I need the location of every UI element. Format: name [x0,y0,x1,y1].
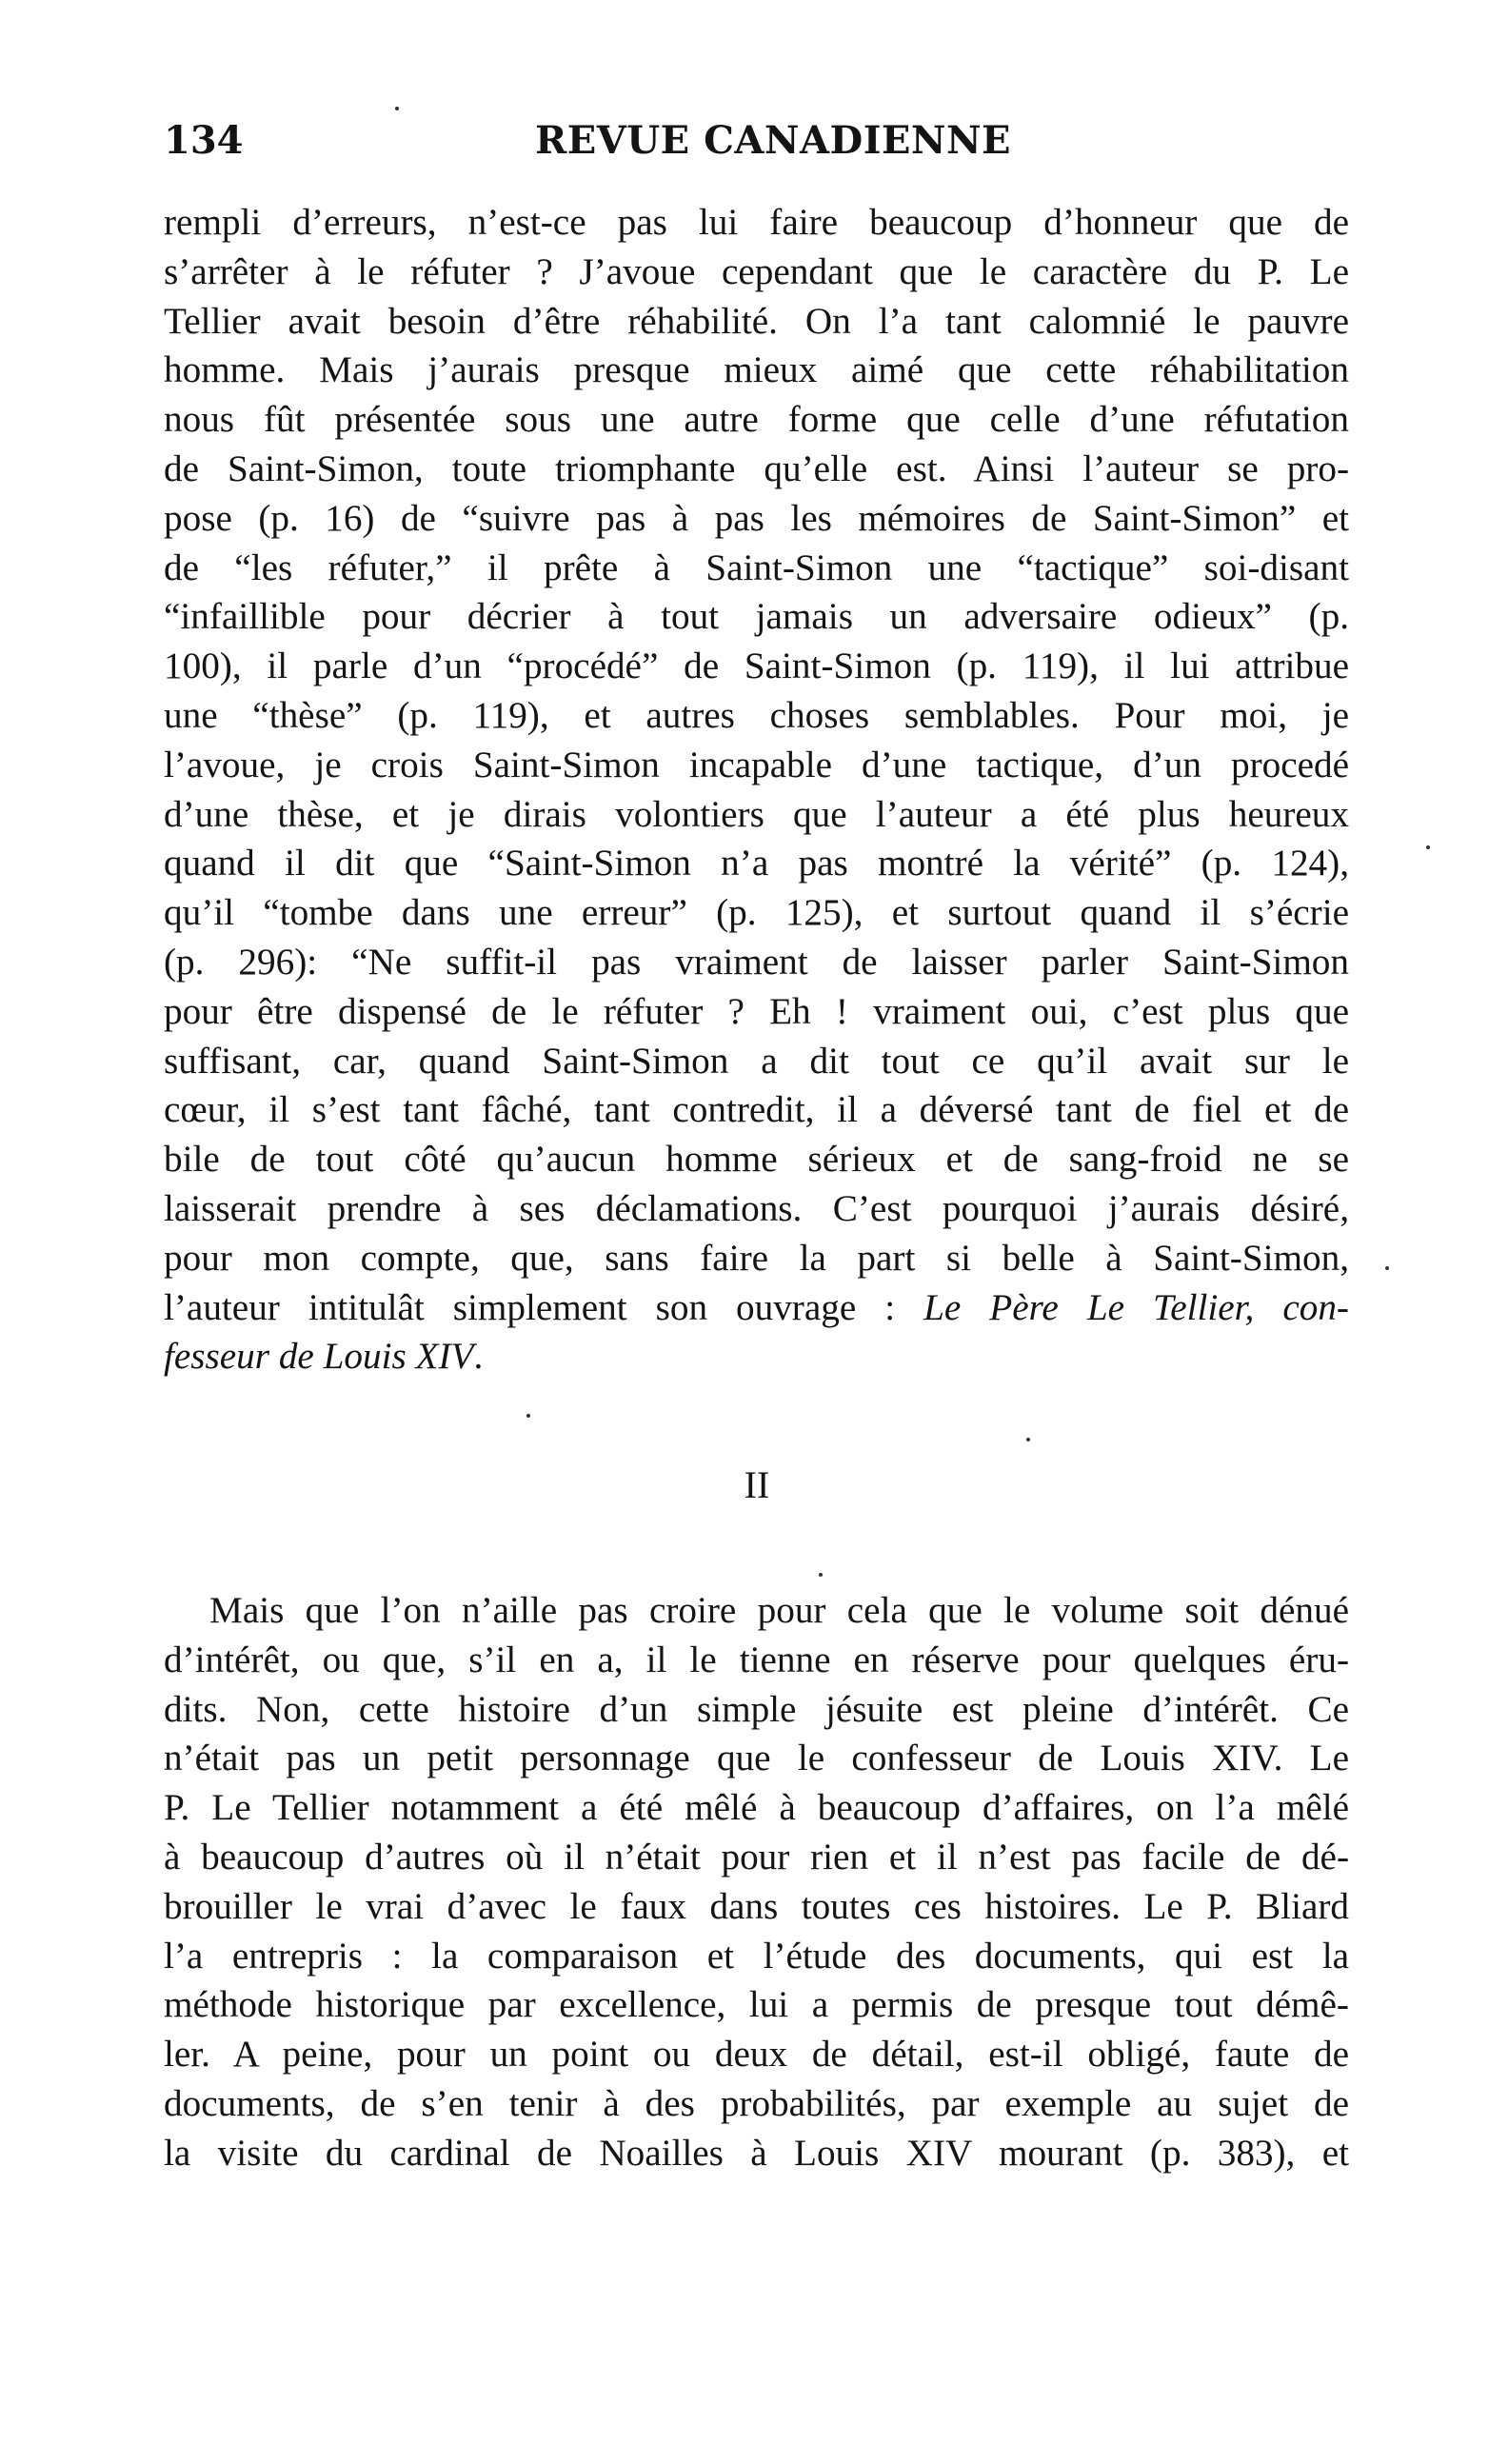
text-line: d’une thèse, et je dirais volontiers que l’auteur a été plus heureux [164,793,1349,835]
scan-speck [526,1414,530,1418]
text-line: pose (p. 16) de “suivre pas à pas les mémoires de Saint-Simon” et [164,497,1349,539]
text-line: de “les réfuter,” il prête à Saint-Simon une “tactique” soi-disant [164,546,1349,588]
text-line: laisserait prendre à ses déclamations. C’est pourquoi j’aurais désiré, [164,1187,1349,1229]
text-line: méthode historique par excellence, lui a permis de presque tout démê- [164,1984,1349,2026]
text-line: P. Le Tellier notamment a été mêlé à beaucoup d’affaires, on l’a mêlé [164,1787,1349,1829]
text-line: ler. A peine, pour un point ou deux de détail, est-il obligé, faute de [164,2034,1349,2076]
scan-speck [1426,845,1430,849]
text-span: . [473,1336,484,1378]
scan-speck [819,1573,823,1577]
text-line: de Saint-Simon, toute triomphante qu’elle est. Ainsi l’auteur se pro- [164,447,1349,489]
text-line: homme. Mais j’aurais presque mieux aimé que cette réhabilitation [164,349,1349,391]
text-line: suffisant, car, quand Saint-Simon a dit tout ce qu’il avait sur le [164,1040,1349,1082]
text-line: documents, de s’en tenir à des probabilités, par exemple au sujet de [164,2082,1349,2124]
section-heading: II [744,1463,770,1506]
paragraph-section-ii [164,1586,1349,2178]
text-line: qu’il “tombe dans une erreur” (p. 125), et surtout quand il s’écrie [164,892,1349,934]
text-line [164,1332,1349,1381]
text-line: dits. Non, cette histoire d’un simple jésuite est pleine d’intérêt. Ce [164,1688,1349,1730]
text-line: à beaucoup d’autres où il n’était pour rien et il n’est pas facile de dé- [164,1836,1349,1878]
text-line: rempli d’erreurs, n’est-ce pas lui faire beaucoup d’honneur que de [164,202,1349,243]
book-title-italic: fesseur de Louis XIV [164,1336,474,1378]
text-line [164,1283,1349,1333]
running-title: REVUE CANADIENNE [535,118,1012,163]
text-line: Tellier avait besoin d’être réhabilité. On l’a tant calomnié le pauvre [164,300,1349,342]
text-line: d’intérêt, ou que, s’il en a, il le tienne en réserve pour quelques éru- [164,1639,1349,1680]
scan-speck [1385,1266,1389,1270]
text-line: pour mon compte, que, sans faire la part si belle à Saint-Simon, [164,1237,1349,1279]
text-line: quand il dit que “Saint-Simon n’a pas montré la vérité” (p. 124), [164,843,1349,884]
text-line: la visite du cardinal de Noailles à Louis XIV mourant (p. 383), et [164,2132,1349,2174]
text-line: une “thèse” (p. 119), et autres choses semblables. Pour moi, je [164,694,1349,736]
text-line: “infaillible pour décrier à tout jamais un adversaire odieux” (p. [164,596,1349,638]
text-line: Mais que l’on n’aille pas croire pour cela que le volume soit dénué [209,1590,1349,1631]
text-line: brouiller le vrai d’avec le faux dans toutes ces histoires. Le P. Bliard [164,1885,1349,1927]
text-span: l’auteur intitulât simplement son ouvrage : [164,1286,924,1328]
paragraph-continued [164,198,1349,1381]
scan-speck [395,107,399,110]
book-title-italic: Le Père Le Tellier, con- [923,1286,1349,1328]
text-line: 100), il parle d’un “procédé” de Saint-Simon (p. 119), il lui attribue [164,646,1349,687]
text-line: s’arrêter à le réfuter ? J’avoue cependant que le caractère du P. Le [164,250,1349,292]
page-header [164,112,1349,169]
text-line: l’avoue, je crois Saint-Simon incapable d’une tactique, d’un procedé [164,744,1349,785]
text-line: pour être dispensé de le réfuter ? Eh ! vraiment oui, c’est plus que [164,990,1349,1032]
text-line: (p. 296): “Ne suffit-il pas vraiment de laisser parler Saint-Simon [164,941,1349,983]
text-line: nous fût présentée sous une autre forme que celle d’une réfutation [164,399,1349,441]
text-line: n’était pas un petit personnage que le confesseur de Louis XIV. Le [164,1738,1349,1779]
text-line: bile de tout côté qu’aucun homme sérieux et de sang-froid ne se [164,1139,1349,1181]
page-number: 134 [164,118,244,163]
text-line: cœur, il s’est tant fâché, tant contredit, il a déversé tant de fiel et de [164,1089,1349,1131]
scan-speck [1026,1438,1030,1441]
text-line: l’a entrepris : la comparaison et l’étude des documents, qui est la [164,1935,1349,1977]
